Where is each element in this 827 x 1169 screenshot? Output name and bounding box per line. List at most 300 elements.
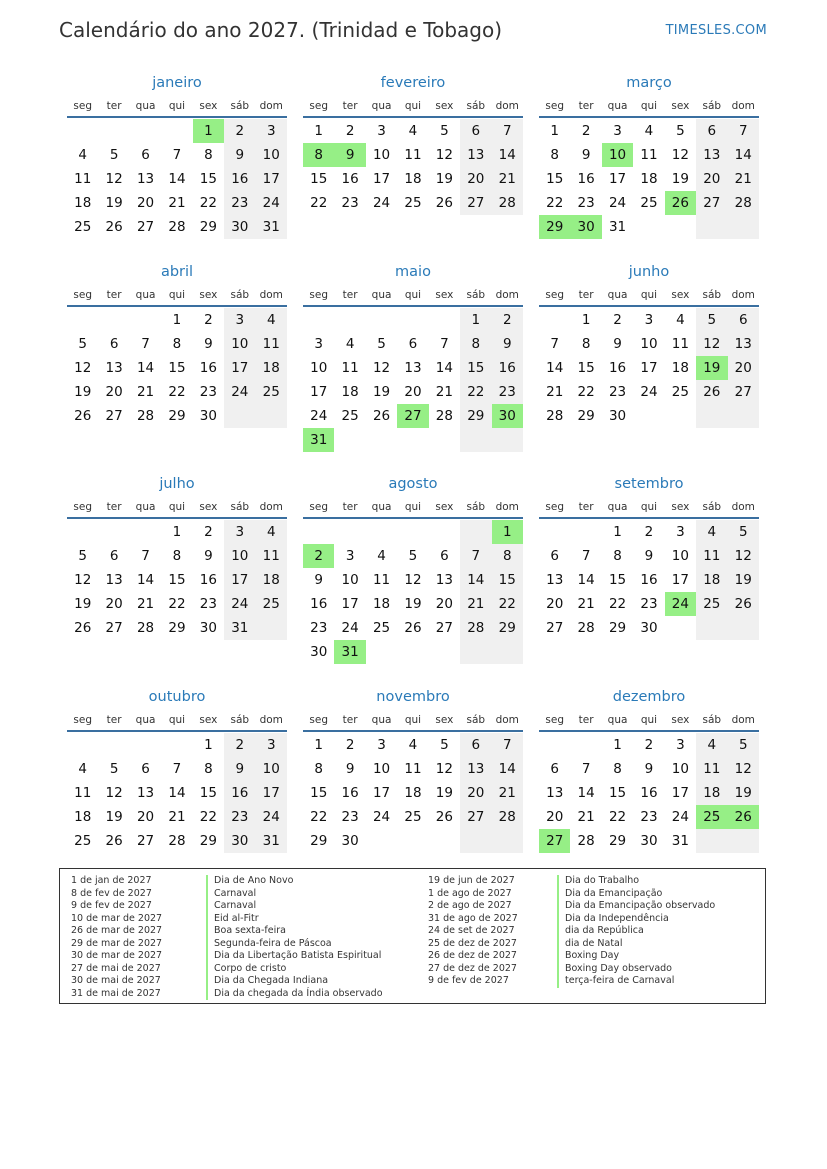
day-cell[interactable]: 17	[640, 360, 658, 376]
day-cell[interactable]: 5	[728, 520, 759, 544]
day-cell[interactable]: 15	[608, 785, 627, 801]
day-cell[interactable]: 6	[109, 548, 119, 564]
day-cell[interactable]: 29	[608, 833, 627, 849]
day-cell[interactable]: 21	[577, 809, 595, 825]
day-cell[interactable]: 18	[404, 785, 422, 801]
holiday-day-cell[interactable]: 30	[570, 215, 601, 239]
day-cell[interactable]: 8	[613, 548, 622, 564]
day-cell[interactable]: 13	[136, 785, 155, 801]
day-cell[interactable]: 4	[696, 520, 727, 544]
day-cell[interactable]: 13	[696, 143, 727, 167]
day-cell[interactable]: 26	[404, 620, 422, 636]
day-cell[interactable]: 5	[408, 548, 418, 564]
day-cell[interactable]: 11	[74, 785, 92, 801]
day-cell[interactable]: 27	[728, 380, 759, 404]
day-cell[interactable]: 11	[696, 757, 727, 781]
day-cell[interactable]: 4	[676, 312, 685, 328]
day-cell[interactable]: 22	[492, 592, 523, 616]
day-cell[interactable]: 24	[341, 620, 359, 636]
day-cell[interactable]: 20	[136, 195, 155, 211]
day-cell[interactable]: 28	[492, 805, 523, 829]
day-cell[interactable]: 7	[141, 548, 150, 564]
day-cell[interactable]: 21	[492, 781, 523, 805]
day-cell[interactable]: 10	[256, 143, 287, 167]
day-cell[interactable]: 2	[644, 524, 654, 540]
day-cell[interactable]: 8	[204, 761, 213, 777]
holiday-day-cell[interactable]: 27	[397, 404, 428, 428]
day-cell[interactable]: 3	[644, 312, 654, 328]
day-cell[interactable]: 17	[608, 171, 627, 187]
day-cell[interactable]: 28	[577, 620, 595, 636]
day-cell[interactable]: 24	[640, 384, 658, 400]
day-cell[interactable]: 24	[310, 408, 328, 424]
day-cell[interactable]: 22	[168, 596, 186, 612]
day-cell[interactable]: 4	[345, 336, 355, 352]
day-cell[interactable]: 27	[105, 408, 123, 424]
day-cell[interactable]: 15	[546, 171, 564, 187]
day-cell[interactable]: 20	[105, 596, 123, 612]
day-cell[interactable]: 7	[581, 548, 591, 564]
holiday-day-cell[interactable]: 1	[193, 119, 224, 143]
day-cell[interactable]: 18	[671, 360, 689, 376]
day-cell[interactable]: 12	[671, 147, 689, 163]
day-cell[interactable]: 27	[696, 191, 727, 215]
day-cell[interactable]: 6	[728, 308, 759, 332]
day-cell[interactable]: 16	[577, 171, 595, 187]
day-cell[interactable]: 20	[435, 596, 453, 612]
day-cell[interactable]: 23	[341, 809, 359, 825]
day-cell[interactable]: 7	[460, 544, 491, 568]
day-cell[interactable]: 25	[640, 195, 658, 211]
day-cell[interactable]: 25	[74, 833, 92, 849]
day-cell[interactable]: 23	[608, 384, 627, 400]
day-cell[interactable]: 3	[314, 336, 323, 352]
day-cell[interactable]: 28	[546, 408, 564, 424]
day-cell[interactable]: 24	[256, 805, 287, 829]
day-cell[interactable]: 24	[256, 191, 287, 215]
day-cell[interactable]: 5	[696, 308, 727, 332]
day-cell[interactable]: 26	[728, 592, 759, 616]
day-cell[interactable]: 29	[492, 616, 523, 640]
day-cell[interactable]: 13	[728, 332, 759, 356]
holiday-day-cell[interactable]: 26	[728, 805, 759, 829]
holiday-day-cell[interactable]: 24	[665, 592, 696, 616]
day-cell[interactable]: 27	[435, 620, 453, 636]
day-cell[interactable]: 29	[608, 620, 627, 636]
day-cell[interactable]: 18	[404, 171, 422, 187]
day-cell[interactable]: 18	[372, 596, 391, 612]
day-cell[interactable]: 31	[671, 833, 689, 849]
day-cell[interactable]: 21	[546, 384, 564, 400]
day-cell[interactable]: 14	[546, 360, 564, 376]
day-cell[interactable]: 13	[136, 171, 155, 187]
day-cell[interactable]: 23	[341, 195, 359, 211]
holiday-day-cell[interactable]: 9	[334, 143, 365, 167]
day-cell[interactable]: 4	[644, 123, 654, 139]
day-cell[interactable]: 27	[460, 805, 491, 829]
day-cell[interactable]: 10	[224, 332, 255, 356]
day-cell[interactable]: 18	[74, 195, 92, 211]
day-cell[interactable]: 19	[435, 171, 453, 187]
holiday-day-cell[interactable]: 19	[696, 356, 727, 380]
day-cell[interactable]: 24	[224, 592, 255, 616]
day-cell[interactable]: 16	[640, 785, 658, 801]
day-cell[interactable]: 22	[310, 809, 328, 825]
day-cell[interactable]: 30	[608, 408, 627, 424]
day-cell[interactable]: 5	[728, 733, 759, 757]
day-cell[interactable]: 9	[345, 761, 355, 777]
day-cell[interactable]: 15	[168, 360, 186, 376]
day-cell[interactable]: 2	[492, 308, 523, 332]
day-cell[interactable]: 7	[550, 336, 559, 352]
day-cell[interactable]: 16	[341, 785, 359, 801]
day-cell[interactable]: 5	[78, 336, 87, 352]
day-cell[interactable]: 20	[546, 596, 564, 612]
day-cell[interactable]: 11	[404, 761, 422, 777]
day-cell[interactable]: 19	[404, 596, 422, 612]
day-cell[interactable]: 30	[640, 620, 658, 636]
day-cell[interactable]: 11	[256, 332, 287, 356]
day-cell[interactable]: 12	[435, 761, 453, 777]
day-cell[interactable]: 23	[199, 596, 217, 612]
day-cell[interactable]: 1	[460, 308, 491, 332]
day-cell[interactable]: 27	[136, 219, 155, 235]
holiday-day-cell[interactable]: 27	[539, 829, 570, 853]
day-cell[interactable]: 14	[492, 757, 523, 781]
day-cell[interactable]: 16	[341, 171, 359, 187]
day-cell[interactable]: 23	[224, 805, 255, 829]
day-cell[interactable]: 1	[613, 737, 622, 753]
day-cell[interactable]: 13	[546, 572, 564, 588]
day-cell[interactable]: 15	[460, 356, 491, 380]
day-cell[interactable]: 31	[256, 215, 287, 239]
day-cell[interactable]: 25	[671, 384, 689, 400]
day-cell[interactable]: 28	[435, 408, 453, 424]
day-cell[interactable]: 4	[377, 548, 386, 564]
day-cell[interactable]: 17	[224, 568, 255, 592]
day-cell[interactable]: 4	[696, 733, 727, 757]
day-cell[interactable]: 16	[640, 572, 658, 588]
day-cell[interactable]: 20	[460, 781, 491, 805]
day-cell[interactable]: 28	[136, 620, 155, 636]
day-cell[interactable]: 3	[224, 308, 255, 332]
day-cell[interactable]: 3	[613, 123, 622, 139]
day-cell[interactable]: 28	[460, 616, 491, 640]
day-cell[interactable]: 1	[172, 524, 182, 540]
day-cell[interactable]: 24	[372, 809, 391, 825]
day-cell[interactable]: 4	[408, 123, 418, 139]
day-cell[interactable]: 10	[372, 147, 391, 163]
day-cell[interactable]: 6	[141, 147, 150, 163]
day-cell[interactable]: 5	[109, 761, 119, 777]
day-cell[interactable]: 11	[640, 147, 658, 163]
day-cell[interactable]: 4	[78, 761, 87, 777]
day-cell[interactable]: 22	[168, 384, 186, 400]
day-cell[interactable]: 13	[460, 757, 491, 781]
holiday-day-cell[interactable]: 30	[492, 404, 523, 428]
day-cell[interactable]: 26	[435, 195, 453, 211]
day-cell[interactable]: 17	[671, 572, 689, 588]
day-cell[interactable]: 25	[696, 592, 727, 616]
day-cell[interactable]: 20	[460, 167, 491, 191]
day-cell[interactable]: 21	[168, 195, 186, 211]
day-cell[interactable]: 30	[341, 833, 359, 849]
day-cell[interactable]: 8	[314, 761, 323, 777]
day-cell[interactable]: 14	[577, 572, 595, 588]
day-cell[interactable]: 13	[546, 785, 564, 801]
day-cell[interactable]: 26	[74, 408, 92, 424]
day-cell[interactable]: 4	[78, 147, 87, 163]
holiday-day-cell[interactable]: 31	[303, 428, 334, 452]
day-cell[interactable]: 11	[74, 171, 92, 187]
day-cell[interactable]: 6	[550, 761, 559, 777]
day-cell[interactable]: 28	[136, 408, 155, 424]
day-cell[interactable]: 28	[168, 833, 186, 849]
day-cell[interactable]: 1	[204, 737, 213, 753]
day-cell[interactable]: 2	[224, 733, 255, 757]
day-cell[interactable]: 12	[74, 572, 92, 588]
day-cell[interactable]: 8	[172, 336, 182, 352]
day-cell[interactable]: 25	[74, 219, 92, 235]
day-cell[interactable]: 17	[372, 171, 391, 187]
day-cell[interactable]: 9	[581, 147, 591, 163]
day-cell[interactable]: 24	[608, 195, 627, 211]
day-cell[interactable]: 22	[546, 195, 564, 211]
day-cell[interactable]: 12	[105, 785, 123, 801]
day-cell[interactable]: 6	[408, 336, 418, 352]
day-cell[interactable]: 16	[310, 596, 328, 612]
day-cell[interactable]: 12	[728, 757, 759, 781]
day-cell[interactable]: 2	[345, 737, 355, 753]
day-cell[interactable]: 23	[310, 620, 328, 636]
day-cell[interactable]: 5	[377, 336, 386, 352]
day-cell[interactable]: 14	[728, 143, 759, 167]
day-cell[interactable]: 9	[314, 572, 323, 588]
day-cell[interactable]: 7	[581, 761, 591, 777]
day-cell[interactable]: 17	[671, 785, 689, 801]
day-cell[interactable]: 25	[372, 620, 391, 636]
day-cell[interactable]: 3	[224, 520, 255, 544]
day-cell[interactable]: 8	[550, 147, 559, 163]
day-cell[interactable]: 29	[310, 833, 328, 849]
day-cell[interactable]: 9	[492, 332, 523, 356]
day-cell[interactable]: 12	[74, 360, 92, 376]
day-cell[interactable]: 11	[256, 544, 287, 568]
day-cell[interactable]: 16	[199, 572, 217, 588]
day-cell[interactable]: 19	[74, 384, 92, 400]
day-cell[interactable]: 14	[136, 360, 155, 376]
day-cell[interactable]: 23	[640, 809, 658, 825]
day-cell[interactable]: 12	[372, 360, 391, 376]
day-cell[interactable]: 1	[550, 123, 559, 139]
day-cell[interactable]: 9	[224, 757, 255, 781]
day-cell[interactable]: 11	[372, 572, 391, 588]
day-cell[interactable]: 30	[224, 829, 255, 853]
day-cell[interactable]: 5	[676, 123, 685, 139]
holiday-day-cell[interactable]: 1	[492, 520, 523, 544]
day-cell[interactable]: 4	[256, 308, 287, 332]
day-cell[interactable]: 10	[671, 548, 689, 564]
day-cell[interactable]: 23	[640, 596, 658, 612]
day-cell[interactable]: 10	[224, 544, 255, 568]
day-cell[interactable]: 27	[460, 191, 491, 215]
day-cell[interactable]: 25	[256, 380, 287, 404]
day-cell[interactable]: 26	[105, 833, 123, 849]
day-cell[interactable]: 30	[224, 215, 255, 239]
day-cell[interactable]: 22	[199, 809, 217, 825]
day-cell[interactable]: 19	[435, 785, 453, 801]
day-cell[interactable]: 29	[460, 404, 491, 428]
day-cell[interactable]: 12	[435, 147, 453, 163]
day-cell[interactable]: 30	[310, 644, 328, 660]
day-cell[interactable]: 22	[577, 384, 595, 400]
day-cell[interactable]: 14	[492, 143, 523, 167]
day-cell[interactable]: 5	[440, 737, 449, 753]
day-cell[interactable]: 6	[460, 733, 491, 757]
day-cell[interactable]: 10	[310, 360, 328, 376]
day-cell[interactable]: 29	[199, 219, 217, 235]
day-cell[interactable]: 19	[74, 596, 92, 612]
day-cell[interactable]: 3	[676, 737, 685, 753]
holiday-day-cell[interactable]: 10	[602, 143, 633, 167]
day-cell[interactable]: 15	[168, 572, 186, 588]
day-cell[interactable]: 17	[224, 356, 255, 380]
holiday-day-cell[interactable]: 31	[334, 640, 365, 664]
day-cell[interactable]: 3	[256, 733, 287, 757]
day-cell[interactable]: 17	[341, 596, 359, 612]
day-cell[interactable]: 13	[105, 572, 123, 588]
day-cell[interactable]: 4	[256, 520, 287, 544]
day-cell[interactable]: 13	[105, 360, 123, 376]
day-cell[interactable]: 9	[204, 548, 213, 564]
day-cell[interactable]: 3	[377, 123, 386, 139]
day-cell[interactable]: 14	[168, 171, 186, 187]
day-cell[interactable]: 7	[440, 336, 449, 352]
day-cell[interactable]: 1	[581, 312, 591, 328]
day-cell[interactable]: 9	[644, 761, 654, 777]
day-cell[interactable]: 23	[199, 384, 217, 400]
day-cell[interactable]: 11	[696, 544, 727, 568]
day-cell[interactable]: 28	[492, 191, 523, 215]
day-cell[interactable]: 1	[172, 312, 182, 328]
day-cell[interactable]: 2	[204, 312, 213, 328]
day-cell[interactable]: 18	[341, 384, 359, 400]
day-cell[interactable]: 20	[546, 809, 564, 825]
day-cell[interactable]: 21	[136, 596, 155, 612]
day-cell[interactable]: 29	[168, 408, 186, 424]
day-cell[interactable]: 31	[256, 829, 287, 853]
day-cell[interactable]: 7	[172, 761, 182, 777]
day-cell[interactable]: 13	[460, 143, 491, 167]
day-cell[interactable]: 15	[310, 171, 328, 187]
holiday-day-cell[interactable]: 26	[665, 191, 696, 215]
day-cell[interactable]: 24	[671, 809, 689, 825]
day-cell[interactable]: 26	[372, 408, 391, 424]
day-cell[interactable]: 3	[256, 119, 287, 143]
day-cell[interactable]: 26	[74, 620, 92, 636]
day-cell[interactable]: 19	[372, 384, 391, 400]
day-cell[interactable]: 28	[728, 191, 759, 215]
day-cell[interactable]: 15	[577, 360, 595, 376]
day-cell[interactable]: 20	[404, 384, 422, 400]
holiday-day-cell[interactable]: 2	[303, 544, 334, 568]
day-cell[interactable]: 2	[644, 737, 654, 753]
day-cell[interactable]: 19	[728, 568, 759, 592]
day-cell[interactable]: 15	[199, 785, 217, 801]
day-cell[interactable]: 6	[440, 548, 449, 564]
day-cell[interactable]: 17	[372, 785, 391, 801]
day-cell[interactable]: 13	[404, 360, 422, 376]
day-cell[interactable]: 1	[314, 737, 323, 753]
day-cell[interactable]: 23	[577, 195, 595, 211]
day-cell[interactable]: 31	[608, 219, 627, 235]
day-cell[interactable]: 27	[136, 833, 155, 849]
day-cell[interactable]: 21	[460, 592, 491, 616]
day-cell[interactable]: 19	[728, 781, 759, 805]
day-cell[interactable]: 8	[172, 548, 182, 564]
day-cell[interactable]: 28	[168, 219, 186, 235]
day-cell[interactable]: 28	[577, 833, 595, 849]
day-cell[interactable]: 29	[577, 408, 595, 424]
day-cell[interactable]: 8	[613, 761, 622, 777]
day-cell[interactable]: 5	[109, 147, 119, 163]
day-cell[interactable]: 21	[728, 167, 759, 191]
day-cell[interactable]: 2	[224, 119, 255, 143]
day-cell[interactable]: 21	[168, 809, 186, 825]
day-cell[interactable]: 9	[613, 336, 622, 352]
day-cell[interactable]: 8	[460, 332, 491, 356]
day-cell[interactable]: 18	[696, 781, 727, 805]
day-cell[interactable]: 19	[105, 809, 123, 825]
day-cell[interactable]: 25	[404, 195, 422, 211]
day-cell[interactable]: 21	[136, 384, 155, 400]
day-cell[interactable]: 14	[435, 360, 453, 376]
day-cell[interactable]: 7	[728, 119, 759, 143]
day-cell[interactable]: 30	[199, 620, 217, 636]
day-cell[interactable]: 17	[310, 384, 328, 400]
day-cell[interactable]: 6	[460, 119, 491, 143]
day-cell[interactable]: 17	[256, 167, 287, 191]
day-cell[interactable]: 7	[172, 147, 182, 163]
day-cell[interactable]: 15	[199, 171, 217, 187]
day-cell[interactable]: 18	[640, 171, 658, 187]
day-cell[interactable]: 19	[671, 171, 689, 187]
day-cell[interactable]: 21	[577, 596, 595, 612]
day-cell[interactable]: 12	[728, 544, 759, 568]
day-cell[interactable]: 6	[109, 336, 119, 352]
day-cell[interactable]: 26	[696, 380, 727, 404]
day-cell[interactable]: 20	[105, 384, 123, 400]
day-cell[interactable]: 24	[224, 380, 255, 404]
day-cell[interactable]: 14	[577, 785, 595, 801]
day-cell[interactable]: 1	[314, 123, 323, 139]
day-cell[interactable]: 16	[224, 781, 255, 805]
day-cell[interactable]: 29	[168, 620, 186, 636]
day-cell[interactable]: 3	[676, 524, 685, 540]
day-cell[interactable]: 6	[696, 119, 727, 143]
day-cell[interactable]: 3	[377, 737, 386, 753]
day-cell[interactable]: 10	[372, 761, 391, 777]
day-cell[interactable]: 7	[141, 336, 150, 352]
day-cell[interactable]: 11	[671, 336, 689, 352]
day-cell[interactable]: 2	[581, 123, 591, 139]
day-cell[interactable]: 14	[460, 568, 491, 592]
day-cell[interactable]: 18	[696, 568, 727, 592]
day-cell[interactable]: 21	[435, 384, 453, 400]
day-cell[interactable]: 22	[608, 809, 627, 825]
day-cell[interactable]: 1	[613, 524, 622, 540]
day-cell[interactable]: 18	[74, 809, 92, 825]
